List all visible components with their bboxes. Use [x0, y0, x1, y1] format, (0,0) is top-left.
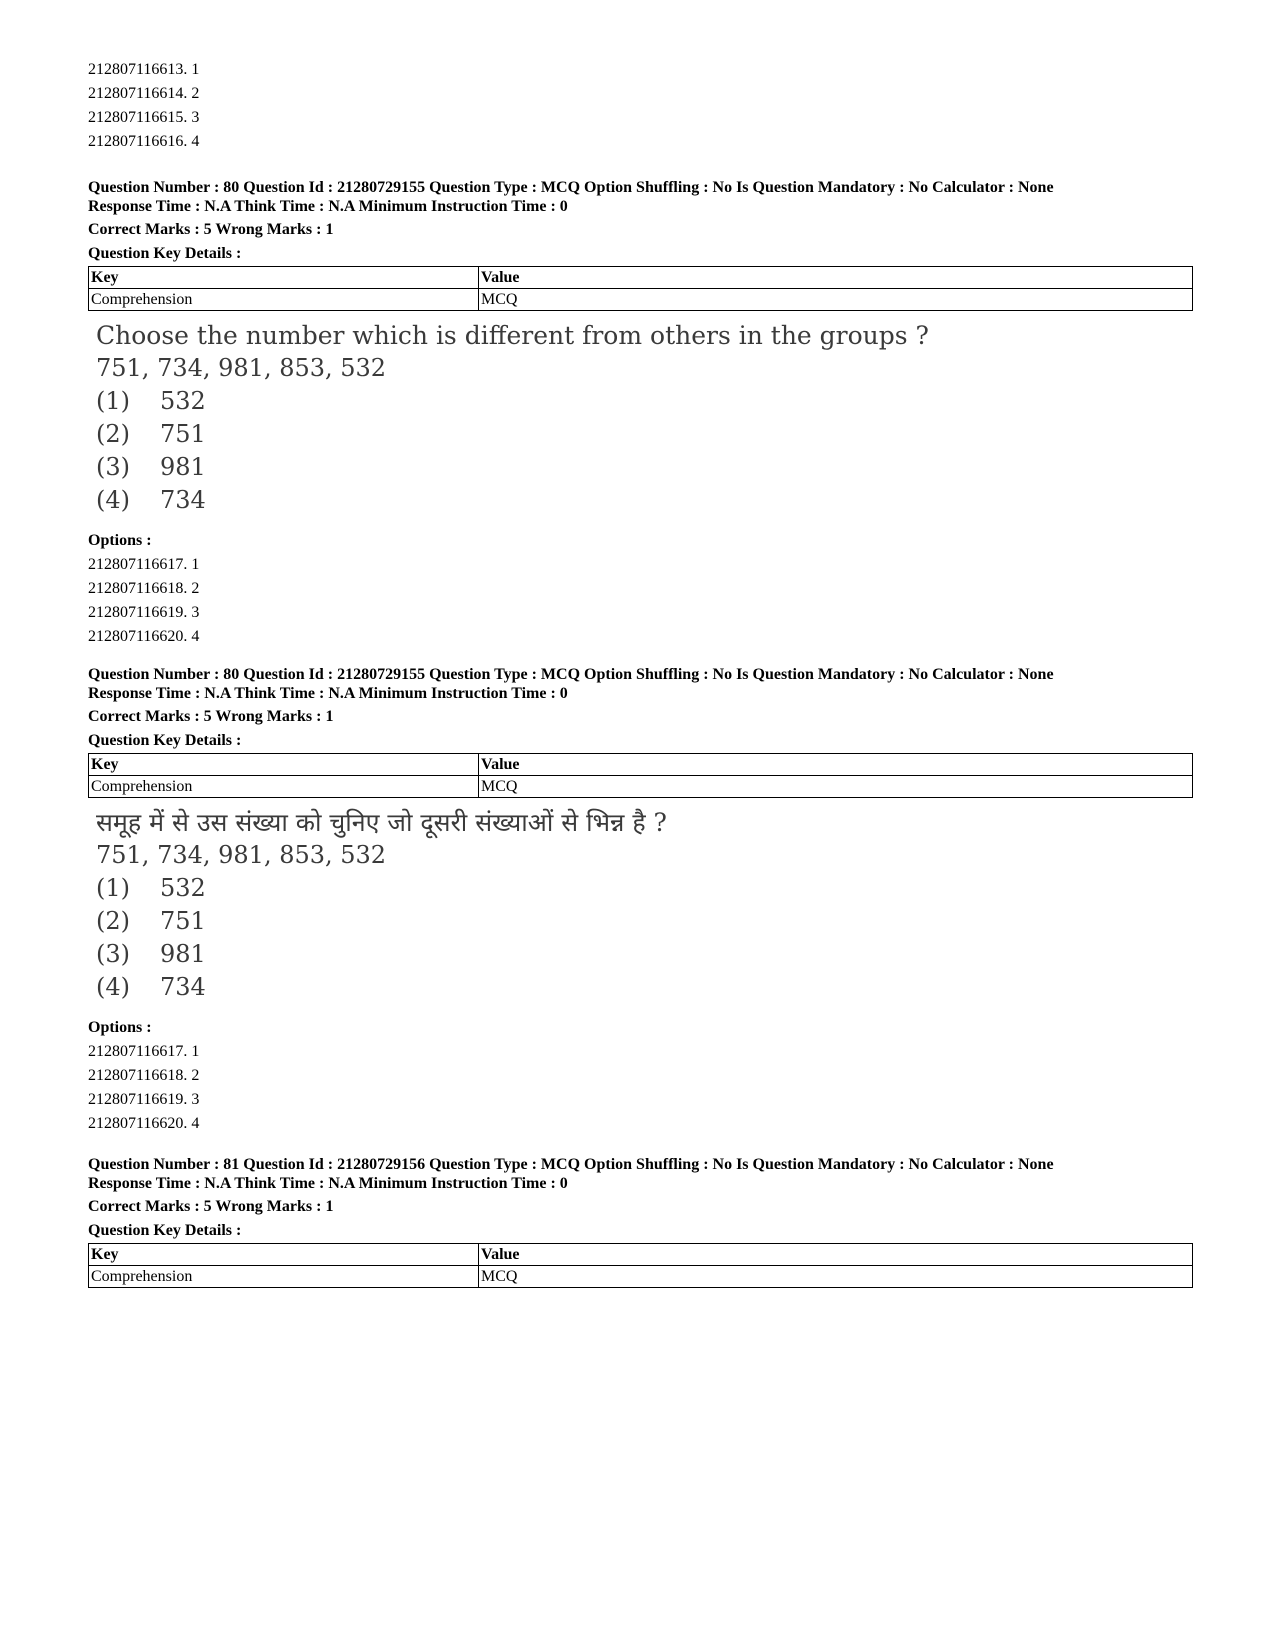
option-line: 212807116617. 1 — [88, 556, 200, 573]
table-header-key: Key — [89, 754, 479, 776]
table-cell-value: MCQ — [479, 289, 1193, 311]
question-image — [96, 806, 1193, 1004]
choice-item — [96, 938, 1193, 971]
option-line: 212807116618. 2 — [88, 1067, 200, 1084]
table-cell-value: MCQ — [479, 776, 1193, 798]
question-text: Choose the number which is different from others in the groups ? — [96, 321, 929, 350]
question-image — [96, 319, 1193, 517]
choice-item — [96, 484, 1193, 517]
question-block-80-english — [88, 178, 1193, 649]
choice-number: (3) — [96, 453, 130, 481]
table-cell-key: Comprehension — [89, 1266, 479, 1288]
question-marks: Correct Marks : 5 Wrong Marks : 1 — [88, 1198, 334, 1215]
choice-number: (4) — [96, 486, 130, 514]
key-details-label: Question Key Details : — [88, 1222, 242, 1239]
option-line: 212807116615. 3 — [88, 109, 200, 126]
question-timing: Response Time : N.A Think Time : N.A Minimum Instruction Time : 0 — [88, 685, 568, 702]
key-details-label: Question Key Details : — [88, 245, 242, 262]
choice-value: 981 — [160, 453, 206, 481]
choice-value: 734 — [160, 973, 206, 1001]
choice-item — [96, 418, 1193, 451]
table-header-value: Value — [479, 267, 1193, 289]
table-header-value: Value — [479, 754, 1193, 776]
choice-item — [96, 872, 1193, 905]
choice-value: 532 — [160, 387, 206, 415]
option-line: 212807116620. 4 — [88, 1115, 200, 1132]
question-text: समूह में से उस संख्या को चुनिए जो दूसरी संख्याओं से भिन्न है ? — [96, 808, 667, 837]
choice-number: (2) — [96, 420, 130, 448]
question-timing: Response Time : N.A Think Time : N.A Minimum Instruction Time : 0 — [88, 1175, 568, 1192]
table-header-value: Value — [479, 1244, 1193, 1266]
choice-value: 734 — [160, 486, 206, 514]
question-header: Question Number : 81 Question Id : 21280729156 Question Type : MCQ Option Shuffling : No Is Question Mandatory : No Calculator : None — [88, 1156, 1054, 1173]
choice-value: 751 — [160, 907, 206, 935]
previous-options-list — [88, 58, 199, 154]
choice-value: 532 — [160, 874, 206, 902]
choice-item — [96, 971, 1193, 1004]
option-line: 212807116613. 1 — [88, 61, 200, 78]
question-numbers: 751, 734, 981, 853, 532 — [96, 841, 387, 869]
options-label: Options : — [88, 1019, 152, 1036]
choice-value: 751 — [160, 420, 206, 448]
options-label: Options : — [88, 532, 152, 549]
choice-item — [96, 451, 1193, 484]
table-header-key: Key — [89, 1244, 479, 1266]
table-cell-key: Comprehension — [89, 289, 479, 311]
question-header: Question Number : 80 Question Id : 21280729155 Question Type : MCQ Option Shuffling : No Is Question Mandatory : No Calculator : None — [88, 666, 1054, 683]
choice-number: (1) — [96, 874, 130, 902]
option-line: 212807116618. 2 — [88, 580, 200, 597]
option-line: 212807116620. 4 — [88, 628, 200, 645]
key-details-label: Question Key Details : — [88, 732, 242, 749]
choice-number: (1) — [96, 387, 130, 415]
question-block-80-hindi — [88, 665, 1193, 1136]
option-line: 212807116619. 3 — [88, 604, 200, 621]
question-timing: Response Time : N.A Think Time : N.A Minimum Instruction Time : 0 — [88, 198, 568, 215]
key-value-table — [88, 266, 1193, 311]
table-cell-value: MCQ — [479, 1266, 1193, 1288]
question-marks: Correct Marks : 5 Wrong Marks : 1 — [88, 708, 334, 725]
key-value-table — [88, 753, 1193, 798]
question-header: Question Number : 80 Question Id : 21280729155 Question Type : MCQ Option Shuffling : No Is Question Mandatory : No Calculator : None — [88, 179, 1054, 196]
option-line: 212807116614. 2 — [88, 85, 200, 102]
choice-item — [96, 905, 1193, 938]
question-block-81 — [88, 1155, 1193, 1288]
option-line: 212807116619. 3 — [88, 1091, 200, 1108]
option-line: 212807116616. 4 — [88, 133, 200, 150]
table-header-key: Key — [89, 267, 479, 289]
choice-number: (4) — [96, 973, 130, 1001]
choice-number: (3) — [96, 940, 130, 968]
choice-item — [96, 385, 1193, 418]
table-cell-key: Comprehension — [89, 776, 479, 798]
question-marks: Correct Marks : 5 Wrong Marks : 1 — [88, 221, 334, 238]
question-numbers: 751, 734, 981, 853, 532 — [96, 354, 387, 382]
choice-value: 981 — [160, 940, 206, 968]
choice-number: (2) — [96, 907, 130, 935]
option-line: 212807116617. 1 — [88, 1043, 200, 1060]
key-value-table — [88, 1243, 1193, 1288]
